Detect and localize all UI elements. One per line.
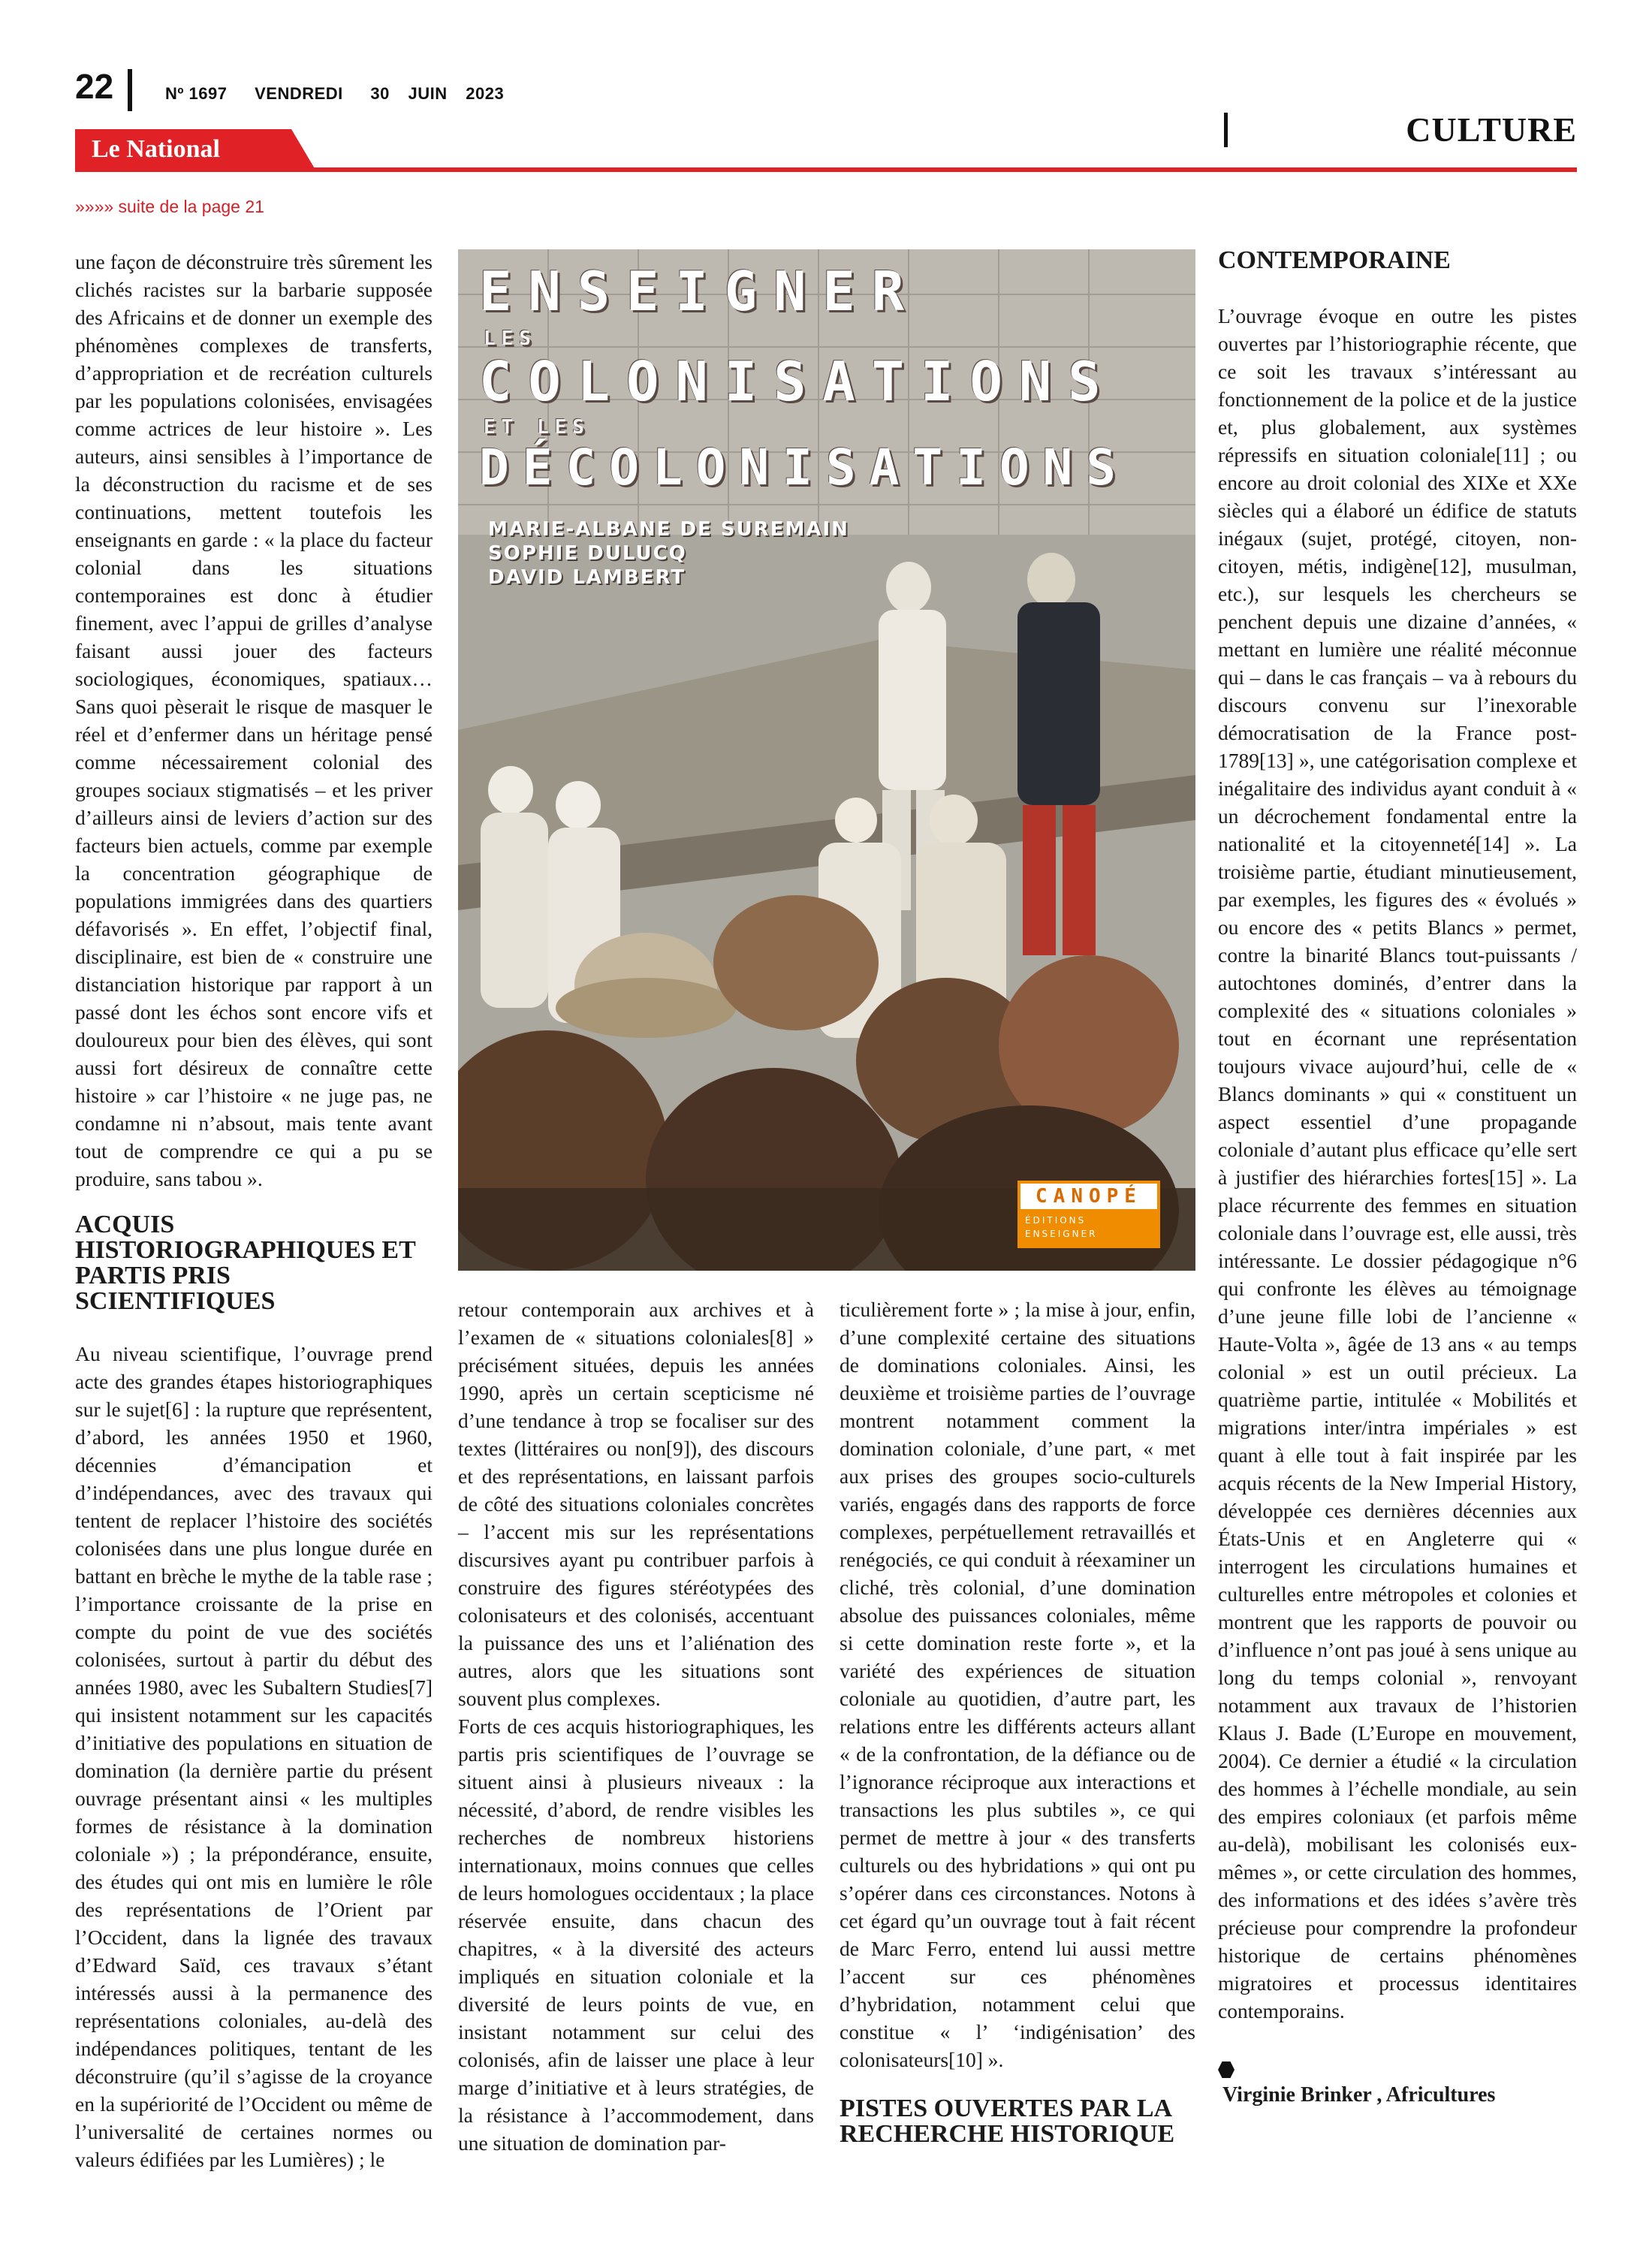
publisher-subtitle: ÉDITIONS — [1025, 1215, 1087, 1226]
section-title: CULTURE — [1406, 110, 1577, 149]
article-signature: Virginie Brinker , Africultures — [1222, 2083, 1496, 2107]
section-heading: CONTEMPORAINE — [1218, 246, 1451, 274]
publisher-collection: ENSEIGNER — [1025, 1229, 1098, 1239]
article-column-4 — [1218, 248, 1577, 2025]
header-rule — [75, 167, 1577, 172]
page-number: 22 — [75, 67, 114, 106]
issue-number: Nº 1697 — [165, 84, 228, 103]
end-mark-icon — [1218, 2061, 1234, 2078]
cover-title-line-1: ENSEIGNER — [479, 260, 921, 323]
article-paragraph: retour contemporain aux archives et à l’examen de « situations coloniales[8] » précisément situées, depuis les années 1990, après un certain scepticisme né d’une tendance à trop se focaliser sur des textes (littéraires ou non[9]), des discours et des représentations, en laissant parfois de côté des situations coloniales concrètes – l’accent mis sur les représentations discursives ayant pu contribuer parfois à construire des figures stéréotypées des colonisateurs et des colonisés, accentuant la puissance des uns et l’aliénation des autres, alors que les situations sont souvent plus complexes. — [458, 1298, 814, 1710]
cover-title-line-2: COLONISATIONS — [479, 350, 1117, 413]
article-paragraph: ticulièrement forte » ; la mise à jour, enfin, d’une complexité certaine des situations de dominations coloniales. Ainsi, les deuxième et troisième parties de l’ouvrage montrent notamment comment la domination coloniale, d’une part, « met aux prises des groupes socio-culturels variés, engagés dans des rapports de force complexes, perpétuellement retravaillés et renégociés, ce qui conduit à réexaminer un cliché, très colonial, d’une domination absolue des puissances coloniales, même si cette domination reste forte », et la variété des expériences de situation coloniale au quotidien, d’autre part, les relations entre les différents acteurs allant « de la confrontation, de la défiance ou de l’ignorance réciproque aux interactions et transactions les plus subtiles », ce qui permet de mettre à jour « des transferts culturels ou des hybridations » qui ont pu s’opérer dans ces circonstances. Notons à cet égard qu’un ouvrage tout à fait récent de Marc Ferro, entend lui aussi mettre l’accent sur ces phénomènes d’hybridation, notamment celui que constitue « l’ ‘indigénisation’ des colonisateurs[10] ». — [840, 1298, 1195, 2071]
cover-title-small-1: LES — [484, 327, 537, 350]
newspaper-logo: Le National — [92, 135, 220, 163]
continued-from: »»»» suite de la page 21 — [75, 197, 264, 216]
publisher-logo — [1017, 1181, 1160, 1248]
cover-author-2: SOPHIE DULUCQ — [488, 542, 687, 565]
article-column-3 — [840, 1295, 1195, 2147]
cover-author-3: DAVID LAMBERT — [488, 566, 686, 589]
cover-title-small-2: ET LES — [484, 416, 590, 439]
section-heading: ACQUIS HISTORIOGRAPHIQUES ET PARTIS PRIS SCIENTIFIQUES — [75, 1211, 416, 1315]
article-paragraph: Forts de ces acquis historiographiques, les partis pris scientifiques de l’ouvrage se situent ainsi à plusieurs niveaux : la nécessité, d’abord, de rendre visibles les recherches de nombreux historiens internationaux, moins connues que celles de leurs homologues occidentaux ; la place réservée ensuite, dans chacun des chapitres, « à la diversité des acteurs impliqués en situation coloniale et la diversité de leurs points de vue, en insistant notamment sur celui des colonisés, afin de laisser une place à leur marge d’initiative et à leurs stratégies, de la résistance à l’accommodement, dans une situation de domination par- — [458, 1715, 814, 2155]
section-divider — [1224, 113, 1228, 147]
cover-author-1: MARIE-ALBANE DE SUREMAIN — [488, 518, 849, 541]
article-column-2 — [458, 1295, 814, 2157]
article-paragraph: une façon de déconstruire très sûrement les clichés racistes sur la barbarie supposée des Africains et de donner un exemple des phénomènes complexes de transferts, d’appropriation et de recréation culturels par les populations colonisées, envisagées comme actrices de leur histoire ». Les auteurs, ainsi sensibles à l’importance de la déconstruction du racisme et de ses continuations, mettent toutefois les enseignants en garde : « la place du facteur colonial dans les situations contemporaines est donc à étudier finement, avec l’appui de grilles d’analyse faisant aussi jouer des facteurs sociologiques, économiques, spatiaux… Sans quoi pèserait le risque de masquer le réel et d’enfermer dans un héritage pensé comme nécessairement colonial des groupes sociaux stigmatisés – et les priver d’ailleurs ainsi de leviers d’action sur des facteurs bien actuels, comme par exemple la concentration géographique de populations immigrées dans des quartiers défavorisés ». En effet, l’objectif final, disciplinaire, est bien de « construire une distanciation historique par rapport à un passé dont les échos sont encore vifs et douloureux pour bien des élèves, qui sont aussi fort désireux de connaître cette histoire » car l’histoire « ne juge pas, ne condamne ni n’absout, mais tente avant tout de comprendre ce qui a pu se produire, sans tabou ». — [75, 250, 433, 1190]
article-paragraph: Au niveau scientifique, l’ouvrage prend acte des grandes étapes historiographiques sur le sujet[6] : la rupture que représentent, d’abord, les années 1950 et 1960, décennies d’émancipation et d’indépendances, avec des travaux qui tentent de replacer l’histoire des sociétés colonisées dans une plus longue durée en battant en brèche le mythe de la table rase ; l’importance croissante de la prise en compte du point de vue des sociétés colonisées, surtout à partir du début des années 1980, avec les Subaltern Studies[7] qui insistent notamment sur les capacités d’initiative des populations en situation de domination (la dernière partie du présent ouvrage présentant ainsi « les multiples formes de résistance à la domination coloniale ») ; la prépondérance, ensuite, des études qui ont mis en lumière le rôle des représentations de l’Orient par l’Occident, dans la lignée des travaux d’Edward Saïd, ces travaux s’étant intéressés aussi à la permanence des représentations coloniales, au-delà des indépendances politiques, tentant de les déconstruire (qu’il s’agisse de la croyance en la supériorité de l’Occident ou même de l’universalité de certaines normes ou valeurs édifiées par les Lumières) ; le — [75, 1342, 433, 2171]
page-number-divider — [128, 69, 132, 111]
cover-title-line-3: DÉCOLONISATIONS — [479, 439, 1130, 496]
book-cover-image — [458, 249, 1195, 1271]
issue-line — [165, 84, 526, 104]
article-paragraph: L’ouvrage évoque en outre les pistes ouvertes par l’historiographie récente, que ce soit les travaux s’intéressant au fonctionnement de la police et de la justice et, plus globalement, aux systèmes répressifs en situation coloniale[11] ; ou encore au droit colonial des XIXe et XXe siècles qui a élaboré un édifice de statuts inégaux (sujet, protégé, citoyen, non-citoyen, métis, indigène[12], musulman, etc.), sur lesquels les chercheurs se penchent depuis une dizaine d’années, « mettant en lumière une réalité méconnue qui – dans le cas français – va à rebours du discours convenu sur l’inexorable démocratisation de la France post-1789[13] », une catégorisation complexe et inégalitaire des individus ayant conduit à « un décrochement fondamental entre la nationalité et la citoyenneté[14] ». La troisième partie, étudiant minutieusement, par exemples, les figures des « évolués » ou encore des « petits Blancs » permet, contre la binarité Blancs tout-puissants / autochtones dominés, d’entrer dans la complexité des « situations coloniales » tout en écornant une représentation toujours vivace aujourd’hui, celle de « Blancs dominants » qui « constituent un aspect essentiel d’une propagande coloniale d’autant plus efficace qu’elle sert à justifier des hiérarchies fortes[15] ». La place récurrente des femmes en situation coloniale dans l’ouvrage est, elle aussi, très intéressante. Le dossier pédagogique n°6 qui confronte les élèves au témoignage d’une jeune fille lobi de l’ancienne « Haute-Volta », âgée de 13 ans « au temps colonial » est un outil précieux. La quatrième partie, intitulée « Mobilités et migrations inter/intra impériales » est quant à elle tout à fait inspirée par les acquis récents de la New Imperial History, développée ces dernières décennies aux États-Unis et en Angleterre qui « interrogent les circulations humaines et culturelles entre métropoles et colonies et montrent que les rapports de pouvoir ou d’influence n’ont pas joué à sens unique au long du temps colonial », renvoyant notamment aux travaux de l’historien Klaus J. Bade (L’Europe en mouvement, 2004). Ce dernier a étudié « la circulation des hommes à l’échelle mondiale, au sein des empires coloniaux (et parfois même au-delà), mobilisant les colonisés eux-mêmes », or cette circulation des hommes, des informations et des idées s’avère très précieuse pour comprendre la profondeur historique de certains phénomènes migratoires et processus identitaires contemporains. — [1218, 304, 1577, 2022]
issue-month: JUIN — [408, 84, 448, 103]
issue-day: 30 — [370, 84, 390, 103]
publisher-name: CANOPÉ — [1020, 1184, 1157, 1209]
issue-year: 2023 — [466, 84, 505, 103]
section-heading: PISTES OUVERTES PAR LA RECHERCHE HISTORIQUE — [840, 2095, 1175, 2148]
article-column-1 — [75, 248, 433, 2173]
issue-weekday: VENDREDI — [255, 84, 343, 103]
